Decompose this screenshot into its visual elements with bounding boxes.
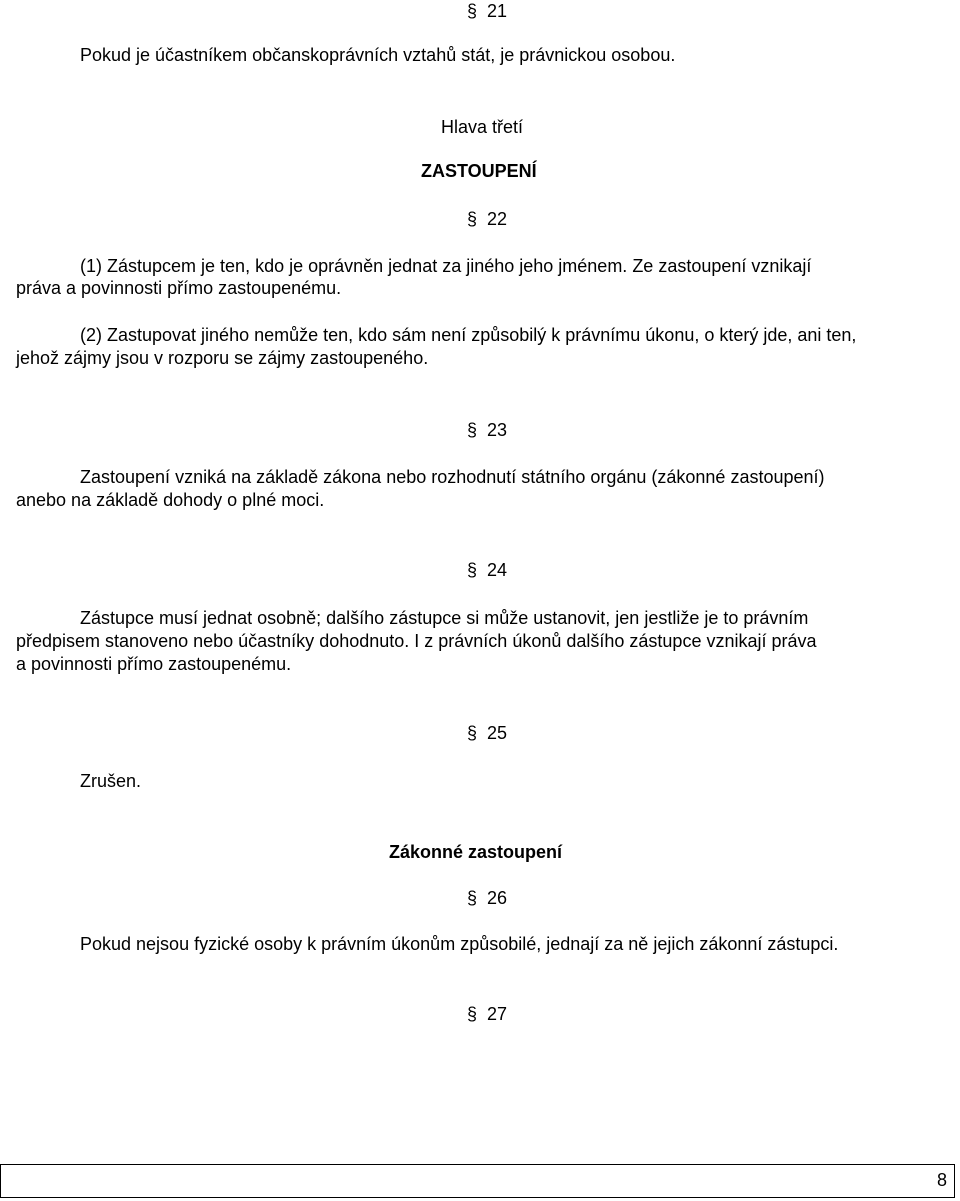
section-22-paragraph-1-line-2: práva a povinnosti přímo zastoupenému. bbox=[16, 278, 342, 298]
section-number: 27 bbox=[487, 1004, 508, 1024]
section-mark: § bbox=[467, 888, 478, 908]
section-mark: § bbox=[467, 723, 478, 743]
section-mark: § bbox=[467, 1, 478, 21]
section-number: 23 bbox=[487, 420, 508, 440]
section-22-paragraph-2-line-1: (2) Zastupovat jiného nemůže ten, kdo sám není způsobilý k právnímu úkonu, o který jde, ani ten, bbox=[80, 325, 857, 345]
section-22-paragraph-2-line-2: jehož zájmy jsou v rozporu se zájmy zastoupeného. bbox=[16, 348, 429, 368]
section-23-heading bbox=[467, 419, 507, 441]
section-number: 21 bbox=[487, 1, 508, 21]
section-22-paragraph-1-line-1: (1) Zástupcem je ten, kdo je oprávněn jednat za jiného jeho jménem. Ze zastoupení vznikají bbox=[80, 256, 812, 276]
chapter-title: ZASTOUPENÍ bbox=[421, 161, 537, 181]
section-mark: § bbox=[467, 209, 478, 229]
page-footer bbox=[0, 1164, 955, 1198]
section-mark: § bbox=[467, 420, 478, 440]
section-24-line-3: a povinnosti přímo zastoupenému. bbox=[16, 654, 292, 674]
section-number: 24 bbox=[487, 560, 508, 580]
section-24-heading bbox=[467, 559, 507, 581]
section-24-line-2: předpisem stanoveno nebo účastníky dohodnuto. I z právních úkonů dalšího zástupce vznikají práva bbox=[16, 631, 817, 651]
section-25-text: Zrušen. bbox=[80, 771, 142, 791]
section-mark: § bbox=[467, 560, 478, 580]
section-number: 22 bbox=[487, 209, 508, 229]
section-21-text: Pokud je účastníkem občanskoprávních vztahů stát, je právnickou osobou. bbox=[80, 45, 676, 65]
page-number: 8 bbox=[937, 1170, 948, 1190]
section-26-text: Pokud nejsou fyzické osoby k právním úkonům způsobilé, jednají za ně jejich zákonní zástupci. bbox=[80, 934, 839, 954]
section-24-line-1: Zástupce musí jednat osobně; dalšího zástupce si může ustanovit, jen jestliže je to právním bbox=[80, 608, 809, 628]
section-22-heading bbox=[467, 208, 507, 230]
section-21-heading bbox=[467, 0, 507, 22]
section-23-line-2: anebo na základě dohody o plné moci. bbox=[16, 490, 325, 510]
subheading: Zákonné zastoupení bbox=[389, 842, 563, 862]
chapter-label: Hlava třetí bbox=[441, 117, 524, 137]
section-mark: § bbox=[467, 1004, 478, 1024]
section-23-line-1: Zastoupení vzniká na základě zákona nebo rozhodnutí státního orgánu (zákonné zastoupení) bbox=[80, 467, 825, 487]
section-25-heading bbox=[467, 722, 507, 744]
section-27-heading bbox=[467, 1003, 507, 1025]
section-26-heading bbox=[467, 887, 507, 909]
section-number: 26 bbox=[487, 888, 508, 908]
section-number: 25 bbox=[487, 723, 508, 743]
